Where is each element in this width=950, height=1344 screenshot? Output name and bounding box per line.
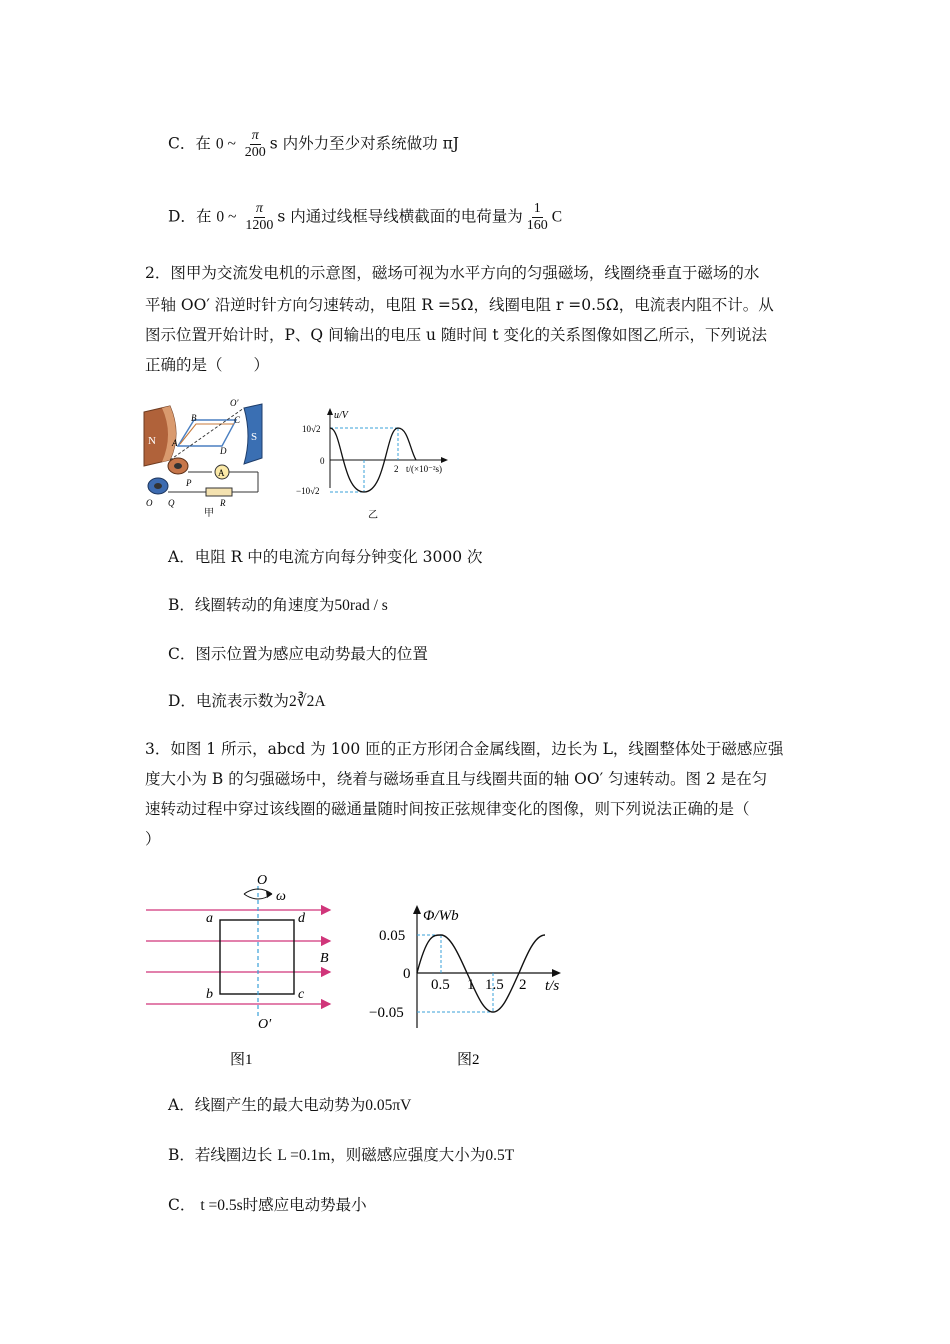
svg-text:A: A (218, 468, 225, 478)
q2-stem-line1: 2．图甲为交流发电机的示意图，磁场可视为水平方向的匀强磁场，线圈绕垂直于磁场的水 (145, 264, 760, 282)
svg-text:A: A (172, 438, 178, 448)
svg-text:B: B (191, 413, 197, 423)
q2-option-a: A．电阻 R 中的电流方向每分钟变化 3000 次 (168, 548, 483, 566)
square-coil (220, 920, 294, 994)
y-tick-max: 10√2 (302, 424, 321, 434)
svg-text:O: O (146, 498, 153, 508)
svg-text:Q: Q (168, 498, 175, 508)
svg-text:t/s: t/s (545, 978, 560, 994)
svg-text:O: O (257, 873, 268, 888)
svg-text:B: B (320, 951, 329, 966)
q2-option-c: C．图示位置为感应电动势最大的位置 (168, 645, 428, 663)
q2-option-b: B．线圈转动的角速度为50rad / s (168, 596, 388, 614)
svg-text:Φ/Wb: Φ/Wb (423, 908, 459, 924)
svg-text:O′: O′ (258, 1017, 272, 1032)
q3-stem-line3: 速转动过程中穿过该线圈的磁通量随时间按正弦规律变化的图像，则下列说法正确的是（ (145, 800, 750, 818)
svg-text:S: S (251, 431, 258, 443)
fraction: $\frac{\pi}{200}$ (244, 128, 266, 160)
svg-text:R: R (220, 498, 226, 508)
svg-text:N: N (148, 435, 156, 447)
q3-option-a: A．线圈产生的最大电动势为0.05πV (168, 1096, 412, 1114)
q1-option-c: C．在 0 ~ $\frac{\pi}{200}$ s 内外力至少对系统做功 πJ (168, 128, 459, 160)
fraction: $\frac{1}{160}$ (526, 201, 548, 233)
q3-figure-2-flux-graph (365, 900, 575, 1072)
svg-text:a: a (206, 911, 213, 926)
q3-stem-line1: 3．如图 1 所示，abcd 为 100 匝的正方形闭合金属线圈，边长为 L，线圈整体处于磁感应强 (145, 740, 784, 758)
svg-text:O′: O′ (230, 398, 239, 408)
svg-text:P: P (186, 478, 192, 488)
q2-stem-line3: 图示位置开始计时，P、Q 间输出的电压 u 随时间 t 变化的关系图像如图乙所示，下列说法 (145, 326, 767, 344)
figure-caption: 图1 (230, 1052, 253, 1068)
svg-text:D: D (220, 446, 227, 456)
q3-option-c: C． t =0.5s时感应电动势最小 (168, 1196, 367, 1214)
q3-stem-line4: ） (145, 830, 161, 848)
svg-text:b: b (206, 987, 213, 1002)
x-axis-label: t/(×10⁻²s) (406, 464, 443, 474)
q2-stem-line2: 平轴 OO′ 沿逆时针方向匀速转动，电阻 R =5Ω，线圈电阻 r =0.5Ω，电流表内阻不计。从 (145, 296, 774, 314)
svg-text:d: d (298, 911, 305, 926)
x-tick: 0.5 (431, 977, 450, 993)
q2-figure-jia-generator (140, 394, 290, 520)
fraction: $\frac{\pi}{1200}$ (245, 201, 274, 233)
x-tick: 1 (467, 977, 475, 993)
svg-text:ω: ω (276, 889, 286, 904)
q3-option-b: B．若线圈边长 L =0.1m，则磁感应强度大小为0.5T (168, 1146, 515, 1164)
svg-text:u/V: u/V (334, 410, 348, 421)
q1-option-d: D．在 0 ~ $\frac{\pi}{1200}$ s 内通过线框导线横截面的电荷量为 $\frac{1}{160}$ C (168, 201, 563, 233)
y-tick-zero: 0 (403, 966, 411, 982)
x-tick: 2 (394, 464, 399, 474)
q2-option-d: D．电流表示数为2∛2A (168, 692, 326, 710)
y-tick-min: −0.05 (369, 1005, 404, 1021)
svg-text:C: C (234, 415, 241, 425)
q2-stem-line4: 正确的是（ ） (145, 356, 270, 374)
figure-caption: 乙 (368, 510, 378, 521)
svg-text:c: c (298, 987, 305, 1002)
q2-figure-yi-voltage-graph (292, 404, 462, 522)
option-label: D． (168, 207, 196, 226)
option-label: C． (168, 134, 196, 153)
figure-caption: 图2 (457, 1052, 480, 1068)
resistor (206, 488, 232, 496)
y-tick-max: 0.05 (379, 928, 406, 944)
q3-stem-line2: 度大小为 B 的匀强磁场中，绕着与磁场垂直且与线圈共面的轴 OO′ 匀速转动。图 2 是在匀 (145, 770, 768, 788)
figure-caption: 甲 (204, 508, 214, 519)
y-tick-zero: 0 (320, 456, 325, 466)
x-tick: 1.5 (485, 977, 504, 993)
x-tick: 2 (519, 977, 527, 993)
y-tick-min: −10√2 (296, 486, 320, 496)
q3-figure-1-coil-in-field (140, 868, 350, 1070)
